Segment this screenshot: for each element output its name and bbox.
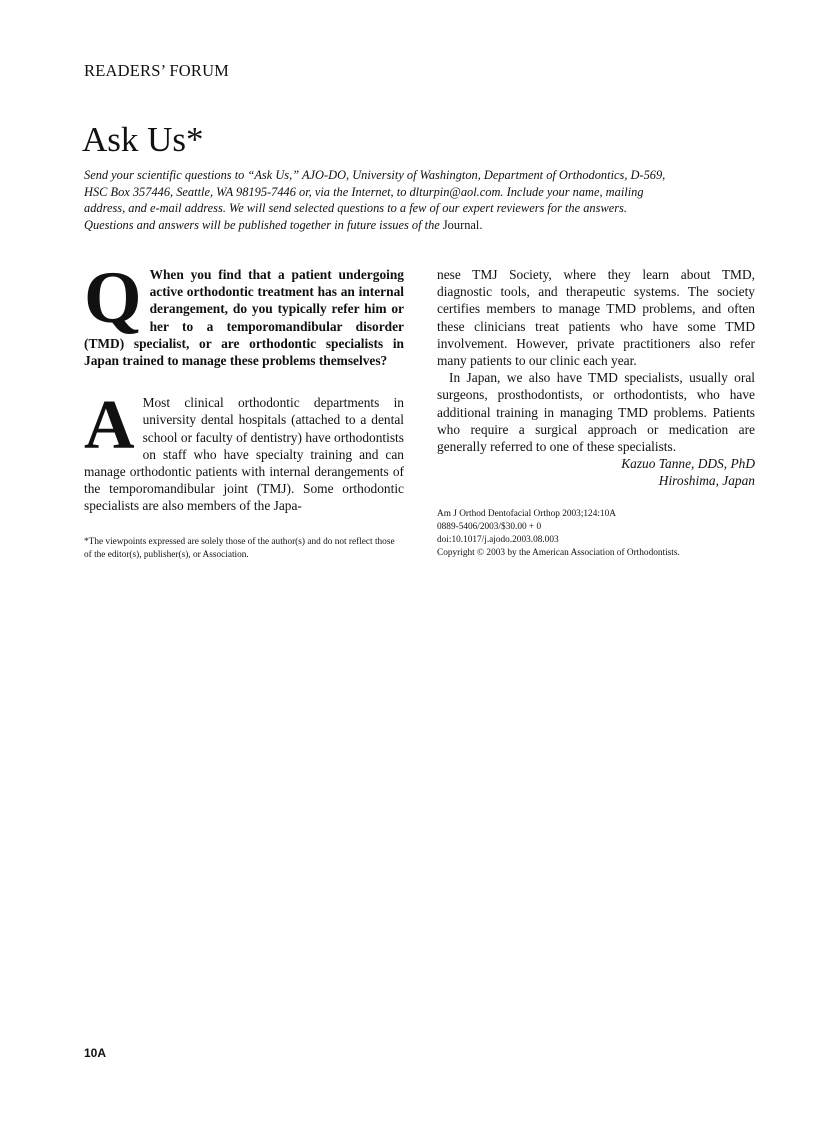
citation-journal: Am J Orthod Dentofacial Orthop 2003;124:10A (437, 509, 616, 519)
right-column (437, 266, 755, 490)
answer-paragraph-1-part-2: nese TMJ Society, where they learn about TMD, diagnostic tools, and therapeutic systems. The society certifies members to manage TMD problems, and often these clinicians treat patients who have some TMD involvement. However, private practitioners also refer many patients to our clinic each year. (437, 267, 755, 369)
left-column (84, 257, 404, 515)
article-title: Ask Us* (82, 120, 204, 159)
section-label: READERS’ FORUM (84, 61, 230, 80)
footnote: *The viewpoints expressed are solely those of the author(s) and do not reflect those of the editor(s), publisher(s), or Association. (84, 537, 395, 560)
intro-journal: Journal. (442, 217, 483, 232)
citation-issn: 0889-5406/2003/$30.00 + 0 (437, 522, 542, 532)
intro-text: Send your scientific questions to “Ask Us,” AJO-DO, University of Washington, Department of Orthodontics, D-569, HSC Box 357446, Seattle, WA 98195-7446 or, via the Internet, to dlturpin@aol.com. Include your name, mailing address, and e-mail address. We will send selected questions to a few of our expert reviewers for the answers. Questions and answers will be published together in future issues of the (84, 168, 666, 232)
author-location: Hiroshima, Japan (658, 473, 755, 489)
author-name: Kazuo Tanne, DDS, PhD (621, 456, 755, 472)
citation-block (437, 508, 757, 560)
page-number: 10A (84, 1046, 107, 1060)
question-dropcap: Q (84, 257, 142, 339)
answer-paragraph-1-part-1: Most clinical orthodontic departments in university dental hospitals (attached to a dental school or faculty of dentistry) have orthodontists on staff who have specialty training and can manage orthodontic patients with internal derangements of the temporomandibular joint (TMJ). Some orthodontic specialists are also members of the Japa- (84, 395, 404, 514)
answer-paragraph-2: In Japan, we also have TMD specialists, usually oral surgeons, prosthodontists, or orthodontists, who have additional training in managing TMD problems. Patients who require a surgical approach or medication are generally referred to one of these specialists. (437, 370, 755, 455)
answer-block (84, 387, 404, 514)
question-text: When you find that a patient undergoing active orthodontic treatment has an internal derangement, do you typically refer him or her to a temporomandibular disorder (TMD) specialist, or are orthodontic specialists in Japan trained to manage these problems themselves? (84, 267, 404, 369)
citation-doi[interactable]: doi:10.1017/j.ajodo.2003.08.003 (437, 535, 559, 545)
answer-dropcap: A (84, 387, 135, 465)
article-intro (84, 167, 674, 233)
question-block (84, 257, 404, 369)
citation-copyright: Copyright © 2003 by the American Association of Orthodontists. (437, 548, 680, 558)
